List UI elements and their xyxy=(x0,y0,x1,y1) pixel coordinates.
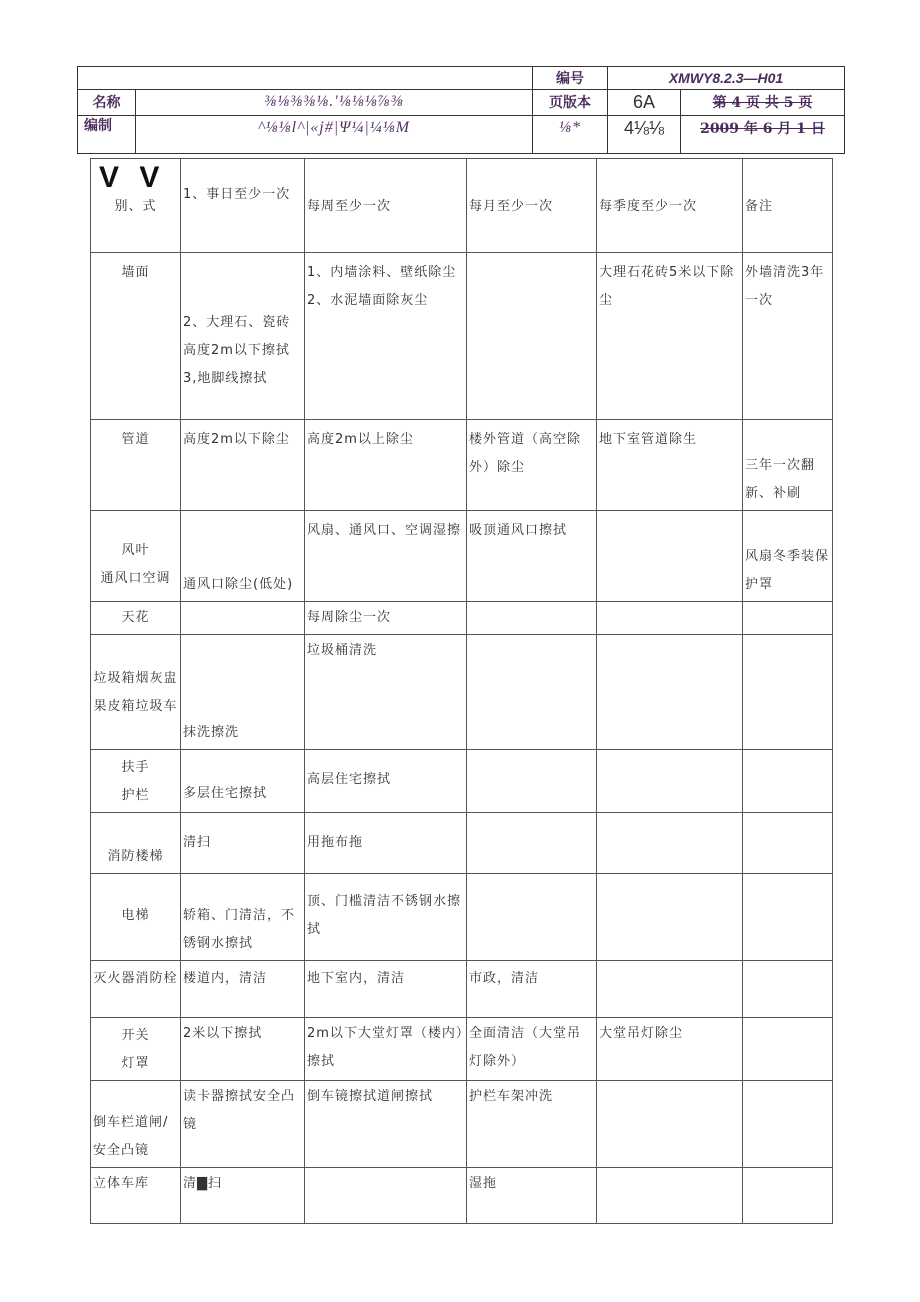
issue-date: 2009 年 6 月 1 日 xyxy=(700,121,825,137)
row-daily-cell: 抹洗擦洗 xyxy=(181,635,305,750)
table-row xyxy=(91,602,833,635)
row-monthly-cell xyxy=(467,635,597,750)
row-weekly-cell: 风扇、通风口、空调湿擦 xyxy=(305,511,467,602)
row-monthly-cell: 护栏车架冲洗 xyxy=(467,1081,597,1168)
col-note-header: 备注 xyxy=(743,159,833,253)
row-note-cell xyxy=(743,813,833,874)
row-note-cell xyxy=(743,635,833,750)
row-daily-cell: 清▇扫 xyxy=(181,1168,305,1224)
row-daily-cell: 2米以下擦拭 xyxy=(181,1018,305,1081)
row-weekly-cell: 2m以下大堂灯罩（楼内）擦拭 xyxy=(305,1018,467,1081)
row-monthly-cell: 楼外管道（高空除外）除尘 xyxy=(467,420,597,511)
corner-mark: V V xyxy=(99,161,166,194)
row-category-cell: 开关 灯罩 xyxy=(91,1018,181,1081)
row-category-cell: 立体车库 xyxy=(91,1168,181,1224)
version-value: 6A xyxy=(632,91,656,112)
corner-cell xyxy=(91,159,181,253)
row-quarterly-cell xyxy=(597,750,743,813)
row-daily-cell: 通风口除尘(低处) xyxy=(181,511,305,602)
row-note-cell xyxy=(743,750,833,813)
row-category-cell: 垃圾箱烟灰盅果皮箱垃圾车 xyxy=(91,635,181,750)
row-daily-cell: 高度2m以下除尘 xyxy=(181,420,305,511)
row-daily-cell: 清扫 xyxy=(181,813,305,874)
approve-value: 4⅛⅛ xyxy=(623,117,665,138)
row-quarterly-cell xyxy=(597,1168,743,1224)
col-quarterly-header: 每季度至少一次 xyxy=(597,159,743,253)
row-quarterly-cell xyxy=(597,602,743,635)
table-row xyxy=(91,750,833,813)
table-row xyxy=(91,420,833,511)
row-quarterly-cell xyxy=(597,1081,743,1168)
row-daily-cell: 2、大理石、瓷砖高度2m以下擦拭 3,地脚线擦拭 xyxy=(181,253,305,420)
row-weekly-cell xyxy=(305,1168,467,1224)
row-daily-cell: 多层住宅擦拭 xyxy=(181,750,305,813)
col-monthly-header: 每月至少一次 xyxy=(467,159,597,253)
row-weekly-cell: 用拖布拖 xyxy=(305,813,467,874)
row-quarterly-cell: 大理石花砖5米以下除尘 xyxy=(597,253,743,420)
row-note-cell xyxy=(743,602,833,635)
row-daily-cell: 楼道内，清洁 xyxy=(181,961,305,1018)
col-daily-header: 1、事日至少一次 xyxy=(181,159,305,253)
row-note-cell: 外墙清洗3年一次 xyxy=(743,253,833,420)
row-category-cell: 消防楼梯 xyxy=(91,813,181,874)
row-monthly-cell: 市政，清洁 xyxy=(467,961,597,1018)
row-note-cell xyxy=(743,1018,833,1081)
row-category-cell: 倒车栏道闸/安全凸镜 xyxy=(91,1081,181,1168)
row-note-cell xyxy=(743,961,833,1018)
table-row xyxy=(91,1168,833,1224)
row-category-cell: 管道 xyxy=(91,420,181,511)
row-monthly-cell xyxy=(467,874,597,961)
table-row xyxy=(91,874,833,961)
row-note-cell: 风扇冬季装保护罩 xyxy=(743,511,833,602)
row-quarterly-cell: 地下室管道除生 xyxy=(597,420,743,511)
row-quarterly-cell xyxy=(597,511,743,602)
row-quarterly-cell xyxy=(597,874,743,961)
row-quarterly-cell: 大堂吊灯除尘 xyxy=(597,1018,743,1081)
number-value: XMWY8.2.3—H01 xyxy=(668,70,784,86)
row-monthly-cell xyxy=(467,813,597,874)
compiled-label: 编制 xyxy=(84,118,112,134)
row-note-cell: 三年一次翻新、补刷 xyxy=(743,420,833,511)
row-weekly-cell: 倒车镜擦拭道闸擦拭 xyxy=(305,1081,467,1168)
row-monthly-cell xyxy=(467,750,597,813)
table-row xyxy=(91,961,833,1018)
row-category-cell: 天花 xyxy=(91,602,181,635)
row-weekly-cell: 高度2m以上除尘 xyxy=(305,420,467,511)
row-category-cell: 墙面 xyxy=(91,253,181,420)
row-weekly-cell: 地下室内，清洁 xyxy=(305,961,467,1018)
row-category-cell: 电梯 xyxy=(91,874,181,961)
name-label: 名称 xyxy=(92,95,121,111)
table-row xyxy=(91,253,833,420)
col-weekly-header: 每周至少一次 xyxy=(305,159,467,253)
row-monthly-cell: 全面清洁（大堂吊灯除外） xyxy=(467,1018,597,1081)
table-row xyxy=(91,511,833,602)
row-weekly-cell: 每周除尘一次 xyxy=(305,602,467,635)
row-monthly-cell: 湿拖 xyxy=(467,1168,597,1224)
row-monthly-cell xyxy=(467,602,597,635)
row-weekly-cell: 1、内墙涂料、壁纸除尘 2、水泥墙面除灰尘 xyxy=(305,253,467,420)
row-category-cell: 灭火器消防栓 xyxy=(91,961,181,1018)
number-label: 编号 xyxy=(556,71,584,87)
row-monthly-cell: 吸顶通风口擦拭 xyxy=(467,511,597,602)
row-quarterly-cell xyxy=(597,813,743,874)
row-weekly-cell: 高层住宅擦拭 xyxy=(305,750,467,813)
row-quarterly-cell xyxy=(597,635,743,750)
document-header xyxy=(77,66,845,154)
row-daily-cell xyxy=(181,602,305,635)
row-daily-cell: 读卡器擦拭安全凸镜 xyxy=(181,1081,305,1168)
table-header-row xyxy=(91,159,833,253)
table-row xyxy=(91,1081,833,1168)
cleaning-schedule-table xyxy=(90,158,833,1224)
row-weekly-cell: 顶、门槛清洁不锈钢水擦拭 xyxy=(305,874,467,961)
row-note-cell xyxy=(743,1168,833,1224)
row-category-cell: 风叶 通风口空调 xyxy=(91,511,181,602)
page-number: 第 4 页 共 5 页 xyxy=(712,95,813,111)
row-weekly-cell: 垃圾桶清洗 xyxy=(305,635,467,750)
row-category-cell: 扶手 护栏 xyxy=(91,750,181,813)
version-label: 页版本 xyxy=(549,95,591,111)
row-daily-cell: 轿箱、门清洁，不锈钢水擦拭 xyxy=(181,874,305,961)
approve-label: ⅛* xyxy=(559,119,581,136)
row-note-cell xyxy=(743,1081,833,1168)
table-row xyxy=(91,1018,833,1081)
name-value: ⅜⅛⅜⅜⅛.'⅛⅛⅛⅞⅜ xyxy=(264,93,404,110)
row-note-cell xyxy=(743,874,833,961)
table-row xyxy=(91,635,833,750)
table-row xyxy=(91,813,833,874)
row-quarterly-cell xyxy=(597,961,743,1018)
row-monthly-cell xyxy=(467,253,597,420)
corner-label: 别、式 xyxy=(114,199,157,214)
compiled-value: ^⅛⅛l^|«j#|Ψ¼|¼⅛M xyxy=(257,119,411,136)
